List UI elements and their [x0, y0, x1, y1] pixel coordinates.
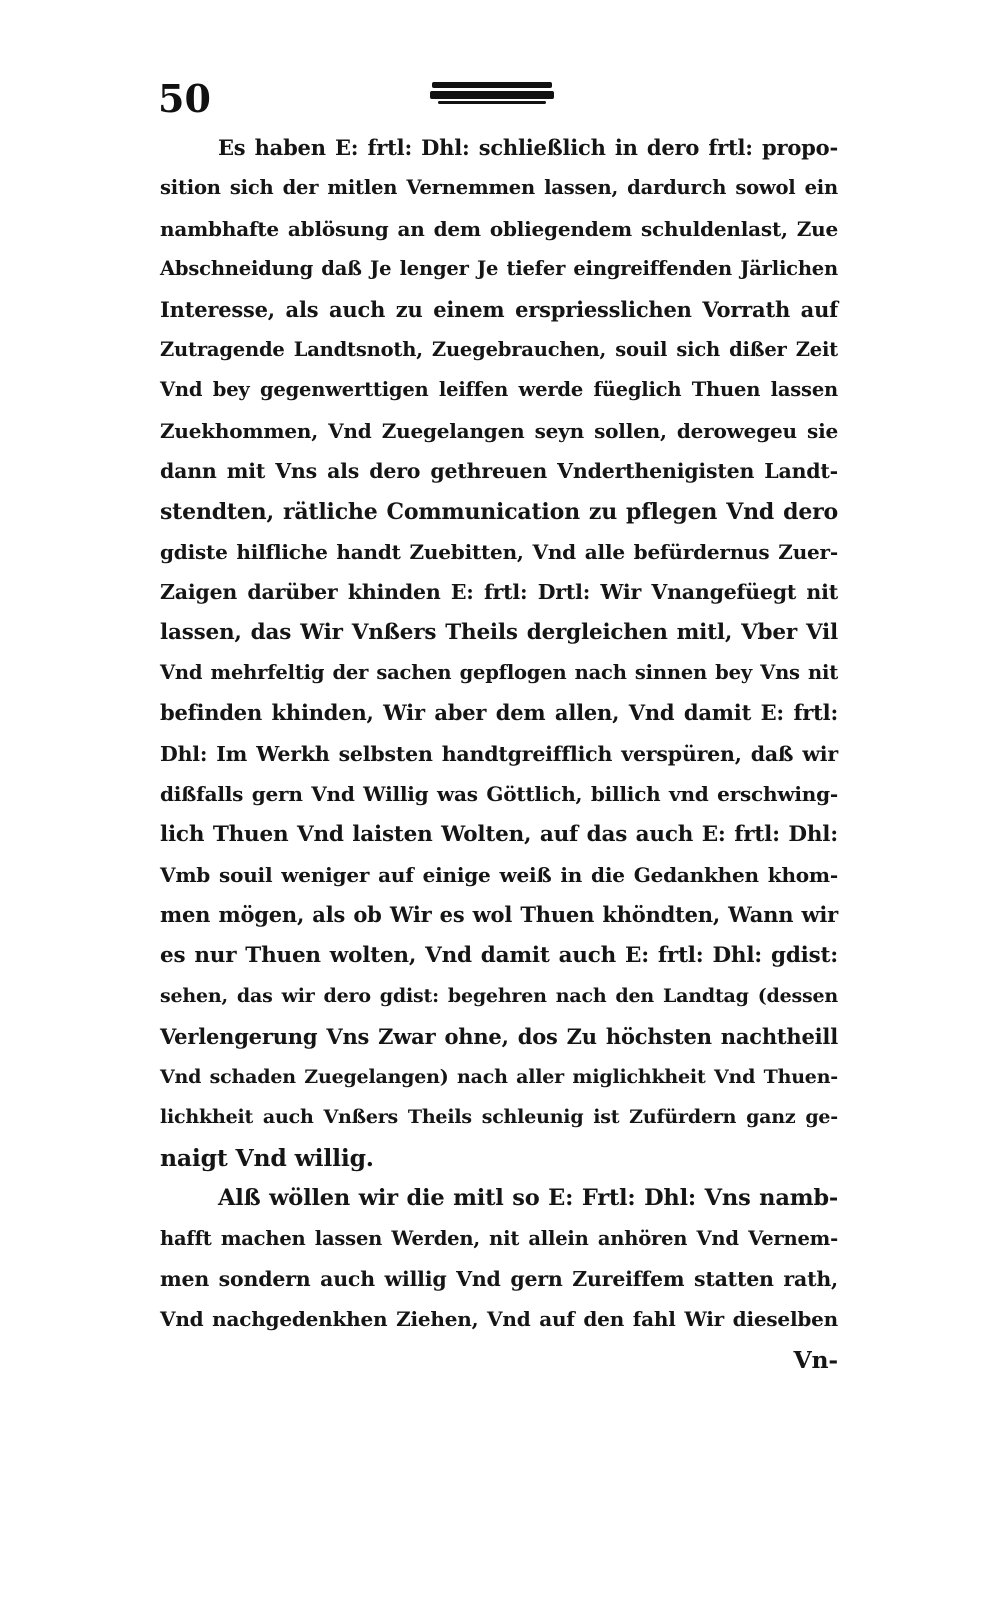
text-line: men mögen, als ob Wir es wol Thuen khöndten, Wann wir	[160, 902, 838, 928]
text-line: naigt Vnd willig.	[160, 1143, 374, 1172]
page-number: 50	[158, 76, 211, 121]
text-line: Interesse, als auch zu einem erspriesslichen Vorrath auf	[160, 296, 838, 322]
text-line: Vmb souil weniger auf einige weiß in die Gedankhen khom-	[160, 863, 838, 888]
text-line: Dhl: Im Werkh selbsten handtgreifflich verspüren, daß wir	[160, 741, 838, 766]
text-line: Zutragende Landtsnoth, Zuegebrauchen, souil sich dißer Zeit	[160, 337, 838, 361]
text-line: men sondern auch willig Vnd gern Zureiffem statten rath,	[160, 1266, 838, 1291]
ornament-bar-top	[432, 82, 552, 88]
text-line: Zaigen darüber khinden E: frtl: Drtl: Wir Vnangefüegt nit	[160, 580, 838, 605]
text-line: sition sich der mitlen Vernemmen lassen, dardurch sowol ein	[160, 176, 838, 200]
ornament-bar-middle	[430, 91, 554, 99]
text-line: lich Thuen Vnd laisten Wolten, auf das auch E: frtl: Dhl:	[160, 821, 838, 847]
text-line: es nur Thuen wolten, Vnd damit auch E: frtl: Dhl: gdist:	[160, 942, 838, 968]
text-line: Vnd bey gegenwerttigen leiffen werde füeglich Thuen lassen	[160, 378, 838, 402]
text-line: Abschneidung daß Je lenger Je tiefer eingreiffenden Järlichen	[160, 257, 838, 281]
text-line: Alß wöllen wir die mitl so E: Frtl: Dhl: Vns namb-	[218, 1185, 838, 1212]
text-line: hafft machen lassen Werden, nit allein anhören Vnd Vernem-	[160, 1226, 838, 1250]
text-line: lassen, das Wir Vnßers Theils dergleichen mitl, Vber Vil	[160, 619, 838, 645]
header-ornament-rule	[432, 82, 552, 106]
text-line: Zuekhommen, Vnd Zuegelangen seyn sollen, derowegeu sie	[160, 418, 838, 443]
text-line: befinden khinden, Wir aber dem allen, Vnd damit E: frtl:	[160, 700, 838, 726]
text-line: sehen, das wir dero gdist: begehren nach den Landtag (dessen	[160, 985, 838, 1008]
text-line: lichkheit auch Vnßers Theils schleunig ist Zufürdern ganz ge-	[160, 1106, 838, 1129]
text-line: Vnd mehrfeltig der sachen gepflogen nach sinnen bey Vns nit	[160, 661, 838, 685]
text-line: dann mit Vns als dero gethreuen Vnderthenigisten Landt-	[160, 459, 838, 484]
text-line: stendten, rätliche Communication zu pflegen Vnd dero	[160, 498, 838, 525]
text-line: Es haben E: frtl: Dhl: schließlich in dero frtl: propo-	[218, 135, 838, 160]
ornament-bar-bottom	[438, 101, 546, 104]
text-line: Verlengerung Vns Zwar ohne, dos Zu höchsten nachtheill	[160, 1023, 838, 1049]
text-line: gdiste hilfliche handt Zuebitten, Vnd alle befürdernus Zuer-	[160, 539, 838, 564]
body-text	[160, 128, 838, 1380]
text-line: dißfalls gern Vnd Willig was Göttlich, billich vnd erschwing-	[160, 782, 838, 807]
text-line: Vnd nachgedenkhen Ziehen, Vnd auf den fahl Wir dieselben	[160, 1307, 838, 1332]
text-line: nambhafte ablösung an dem obliegendem schuldenlast, Zue	[160, 216, 838, 241]
catchword: Vn-	[793, 1345, 838, 1374]
text-line: Vnd schaden Zuegelangen) nach aller miglichkheit Vnd Thuen-	[160, 1065, 838, 1088]
